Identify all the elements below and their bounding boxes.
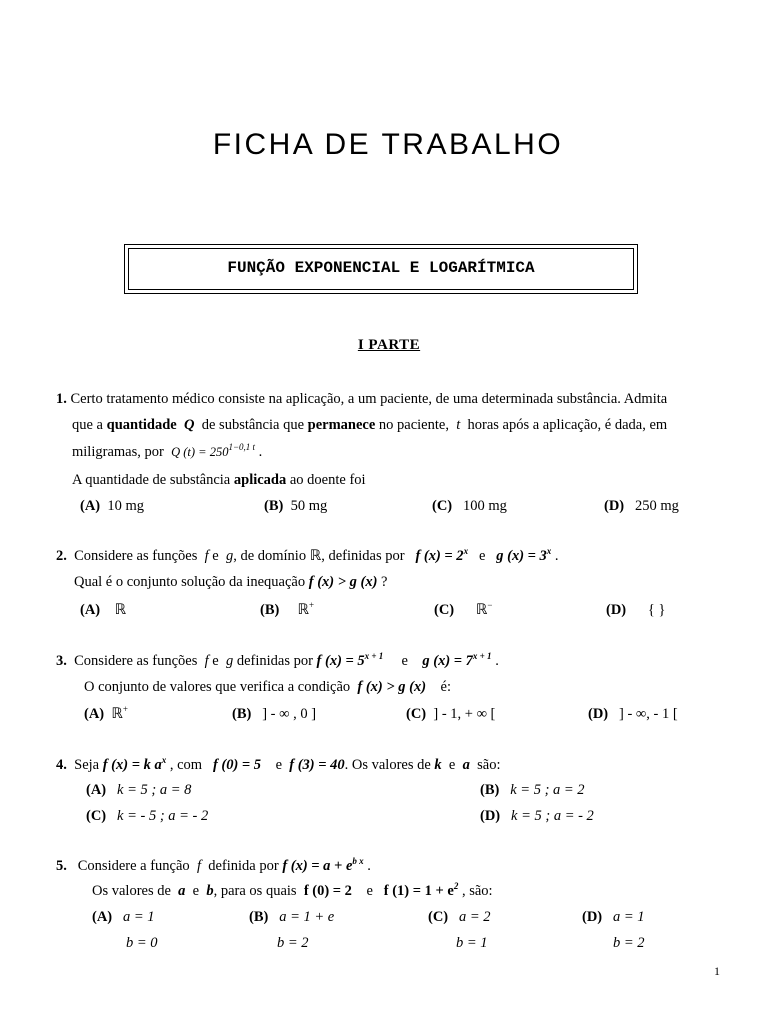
question-1-line-2: que a quantidade Q de substância que permanece no paciente, t horas após a aplicação, é dada, em (72, 417, 668, 433)
question-1-line-4: A quantidade de substância aplicada ao doente foi (72, 472, 366, 488)
question-5-line-1: 5. Considere a função f definida por f $(x) = a + e^{b x}$ . (56, 856, 371, 874)
question-2-line-1: 2. Considere as funções f e g, de domínio ℝ, definidas por f $(x) = 2^x$ e g $(x) = 3^x$ . (56, 546, 559, 564)
question-4-line-1: 4. Seja f (x) = k $a^x$ , com f (0) = 5 e f (3) = 40. Os valores de k e a são: (56, 755, 501, 773)
option-c-b-value: b = 1 (456, 935, 488, 951)
option-a-b-value: b = 0 (126, 935, 158, 951)
option-d[interactable]: (D) { } (606, 602, 666, 618)
question-3-line-1: 3. Considere as funções f e g definidas por f $(x) = 5^{x + 1}$ e g $(x) = 7^{x + 1}$ . (56, 651, 499, 669)
option-b[interactable]: (B) a = 1 + e (249, 909, 335, 925)
question-2-line-2: Qual é o conjunto solução da inequação f (x) > g (x) ? (74, 574, 388, 590)
box-title: FUNÇÃO EXPONENCIAL E LOGARÍTMICA (227, 259, 535, 277)
question-number: 4. (56, 757, 67, 773)
question-3-line-2: O conjunto de valores que verifica a condição f (x) > g (x) é: (84, 679, 452, 695)
option-a[interactable]: (A) k = 5 ; a = 8 (86, 782, 192, 798)
option-c[interactable]: (C) a = 2 (428, 909, 491, 925)
option-a[interactable]: (A) ℝ+ (84, 704, 128, 722)
question-1-line-1: 1. Certo tratamento médico consiste na aplicação, a um paciente, de uma determinada substância. Admita (56, 391, 668, 407)
page-title: FICHA DE TRABALHO (212, 128, 564, 161)
part-heading: I PARTE (357, 337, 421, 353)
option-d-b-value: b = 2 (613, 935, 645, 951)
option-d[interactable]: (D) 250 mg (604, 498, 679, 514)
option-d[interactable]: (D) a = 1 (582, 909, 645, 925)
question-1-line-3: miligramas, por Q $(t) = 250^{1-0,1 t}$ . (72, 442, 263, 460)
option-a[interactable]: (A) 10 mg (80, 498, 145, 514)
formula: Q (t) = 250 (171, 445, 229, 459)
question-number: 2. (56, 548, 67, 564)
option-d[interactable]: (D) ] - ∞, - 1 [ (588, 706, 678, 722)
option-b-b-value: b = 2 (277, 935, 309, 951)
question-number: 1. (56, 391, 67, 407)
question-number: 5. (56, 858, 67, 874)
page-number: 1 (714, 964, 720, 978)
option-b[interactable]: (B) 50 mg (264, 498, 328, 514)
option-b[interactable]: (B) ] - ∞ , 0 ] (232, 706, 317, 722)
option-d[interactable]: (D) k = 5 ; a = - 2 (480, 808, 594, 824)
question-5-line-2: Os valores de a e b, para os quais f (0) = 2 e f $(1) = 1 + e^2$ , são: (92, 881, 493, 899)
option-a[interactable]: (A) ℝ (80, 602, 127, 618)
option-c[interactable]: (C) ] - 1, + ∞ [ (406, 706, 496, 722)
option-c[interactable]: (C) k = - 5 ; a = - 2 (86, 808, 209, 824)
option-c[interactable]: (C) ℝ− (434, 600, 493, 618)
option-c[interactable]: (C) 100 mg (432, 498, 507, 514)
option-b[interactable]: (B) ℝ+ (260, 600, 315, 618)
question-number: 3. (56, 653, 67, 669)
option-b[interactable]: (B) k = 5 ; a = 2 (480, 782, 585, 798)
option-a[interactable]: (A) a = 1 (92, 909, 155, 925)
